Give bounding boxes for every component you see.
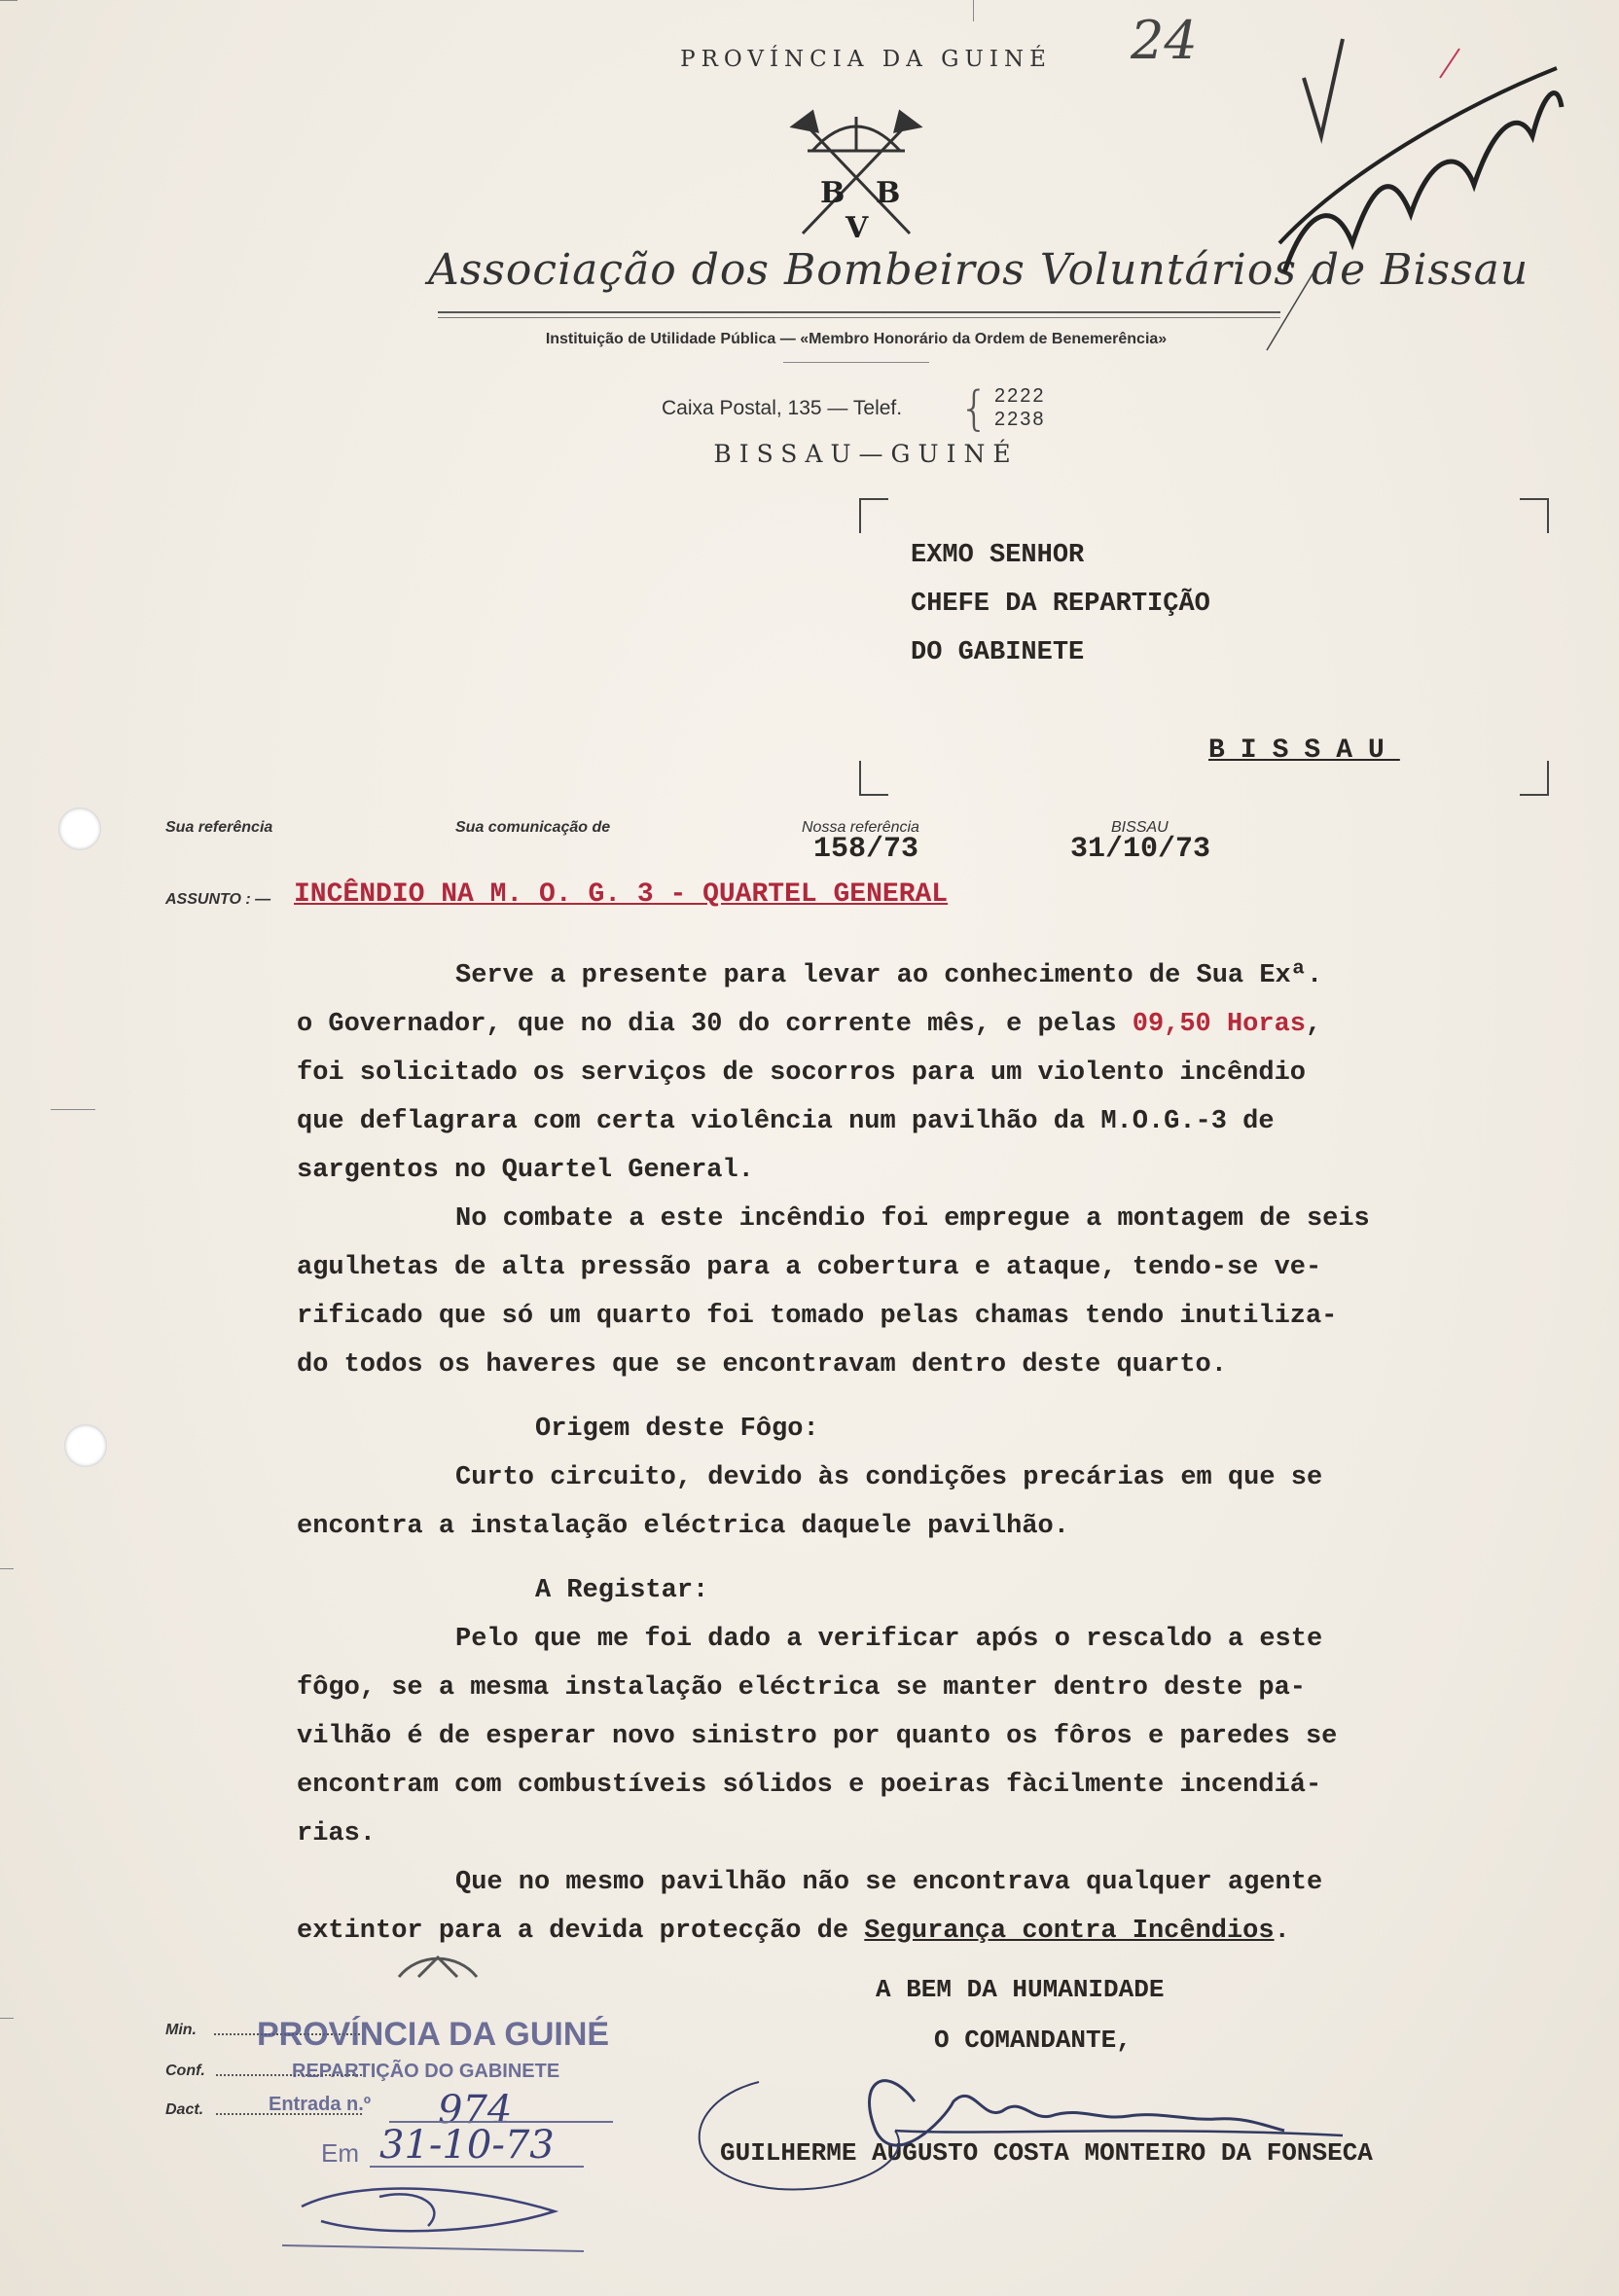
commander-signature xyxy=(662,2043,1401,2199)
your-communication-label: Sua comunicação de xyxy=(455,819,611,836)
letterhead-city: BISSAU—GUINÉ xyxy=(713,440,1019,468)
body-line: fôgo, se a mesma instalação eléctrica se manter dentro deste pa- xyxy=(297,1673,1306,1703)
body-line: foi solicitado os serviços de socorros para um violento incêndio xyxy=(297,1058,1306,1088)
dact-label: Dact. xyxy=(165,2101,204,2118)
closing-motto: A BEM DA HUMANIDADE xyxy=(876,1975,1165,2004)
min-label: Min. xyxy=(165,2022,197,2038)
body-line: sargentos no Quartel General. xyxy=(297,1156,754,1185)
body-line: rificado que só um quarto foi tomado pelas chamas tendo inutiliza- xyxy=(297,1302,1338,1331)
punch-hole-top xyxy=(58,807,101,850)
body-line: No combate a este incêndio foi empregue a montagem de seis xyxy=(455,1204,1370,1234)
body-line: agulhetas de alta pressão para a cobertura e ataque, tendo-se ve- xyxy=(297,1253,1322,1282)
incident-time: 09,50 Horas xyxy=(1132,1010,1306,1039)
body-line: Que no mesmo pavilhão não se encontrava qualquer agente xyxy=(455,1868,1323,1897)
phone-1: 2222 xyxy=(994,385,1046,407)
fold-mark xyxy=(973,0,974,21)
stamp-number: 974 xyxy=(438,2088,513,2133)
body-line xyxy=(297,1010,1321,1039)
place-label: BISSAU xyxy=(1111,819,1169,836)
punch-hole-bottom xyxy=(64,1424,107,1467)
window-corner-tr xyxy=(1520,498,1549,533)
body-line: do todos os haveres que se encontravam dentro deste quarto. xyxy=(297,1350,1227,1380)
stamp-province: PROVÍNCIA DA GUINÉ xyxy=(257,2016,610,2053)
province-heading: PROVÍNCIA DA GUINÉ xyxy=(680,47,1052,72)
letterhead-divider xyxy=(783,362,929,363)
association-name: Associação dos Bombeiros Voluntários de Bissau xyxy=(428,245,1529,295)
closing-role: O COMANDANTE, xyxy=(934,2026,1132,2055)
body-line: Pelo que me foi dado a verificar após o rescaldo a este xyxy=(455,1625,1323,1654)
phone-2: 2238 xyxy=(994,409,1046,430)
recipient-line-3: DO GABINETE xyxy=(911,638,1085,667)
emblem-letter-bottom: V xyxy=(845,211,869,243)
top-right-signature xyxy=(1265,19,1576,360)
brace-icon: { xyxy=(959,381,989,436)
body-line: que deflagrara com certa violência num pavilhão da M.O.G.-3 de xyxy=(297,1107,1275,1136)
body-text: , xyxy=(1305,1010,1322,1039)
our-reference-value: 158/73 xyxy=(813,833,919,866)
letterhead-rule xyxy=(438,317,1280,318)
stamp-initials xyxy=(282,2168,594,2255)
stamp-number-label: Entrada n.º xyxy=(269,2094,372,2115)
stamp-crest-icon xyxy=(389,1948,486,1987)
stamp-department: REPARTIÇÃO DO GABINETE xyxy=(292,2061,560,2082)
handwritten-page-number: 24 xyxy=(1131,10,1198,71)
signatory-name: GUILHERME AUGUSTO COSTA MONTEIRO DA FONSECA xyxy=(720,2138,1373,2168)
subject-label: ASSUNTO : — xyxy=(165,891,271,908)
body-line: Curto circuito, devido às condições precárias em que se xyxy=(455,1463,1323,1492)
margin-mark xyxy=(51,1109,95,1110)
body-line: vilhão é de esperar novo sinistro por quanto os fôros e paredes se xyxy=(297,1722,1338,1751)
emblem-letter-right: B xyxy=(876,176,901,210)
margin-mark xyxy=(0,0,18,1)
recipient-line-2: CHEFE DA REPARTIÇÃO xyxy=(911,590,1210,619)
institution-line: Instituição de Utilidade Pública — «Membro Honorário da Ordem de Benemerência» xyxy=(545,331,1168,347)
margin-mark xyxy=(0,1568,14,1569)
register-heading: A Registar: xyxy=(535,1576,709,1605)
body-text: . xyxy=(1274,1917,1290,1946)
recipient-city: BISSAU xyxy=(1208,735,1400,766)
stamp-date: 31-10-73 xyxy=(379,2123,555,2168)
body-text: o Governador, que no dia 30 do corrente mês, e pelas xyxy=(297,1010,1133,1039)
body-line: Serve a presente para levar ao conhecimento de Sua Exª. xyxy=(455,961,1323,990)
letterhead-rule xyxy=(438,311,1280,313)
window-corner-bl xyxy=(859,761,888,796)
body-line xyxy=(297,1917,1290,1946)
body-text: extintor para a devida protecção de xyxy=(297,1917,865,1946)
emblem-letter-left: B xyxy=(820,176,845,210)
stamp-date-label: Em xyxy=(321,2138,359,2168)
body-line: rias. xyxy=(297,1819,377,1848)
subject-text: INCÊNDIO NA M. O. G. 3 - QUARTEL GENERAL xyxy=(294,879,949,910)
margin-mark xyxy=(0,2018,14,2019)
firefighter-emblem-icon xyxy=(774,97,939,243)
window-corner-br xyxy=(1520,761,1549,796)
po-box: Caixa Postal, 135 — Telef. xyxy=(662,397,903,419)
body-line: encontram com combustíveis sólidos e poeiras fàcilmente incendiá- xyxy=(297,1771,1322,1800)
recipient-line-1: EXMO SENHOR xyxy=(911,541,1085,570)
conf-label: Conf. xyxy=(165,2063,205,2079)
safety-phrase: Segurança contra Incêndios xyxy=(864,1917,1275,1946)
letter-date: 31/10/73 xyxy=(1070,833,1211,866)
window-corner-tl xyxy=(859,498,888,533)
our-reference-label: Nossa referência xyxy=(802,819,919,836)
body-line: encontra a instalação eléctrica daquele pavilhão. xyxy=(297,1512,1069,1541)
origin-heading: Origem deste Fôgo: xyxy=(535,1415,819,1444)
your-reference-label: Sua referência xyxy=(165,819,273,836)
